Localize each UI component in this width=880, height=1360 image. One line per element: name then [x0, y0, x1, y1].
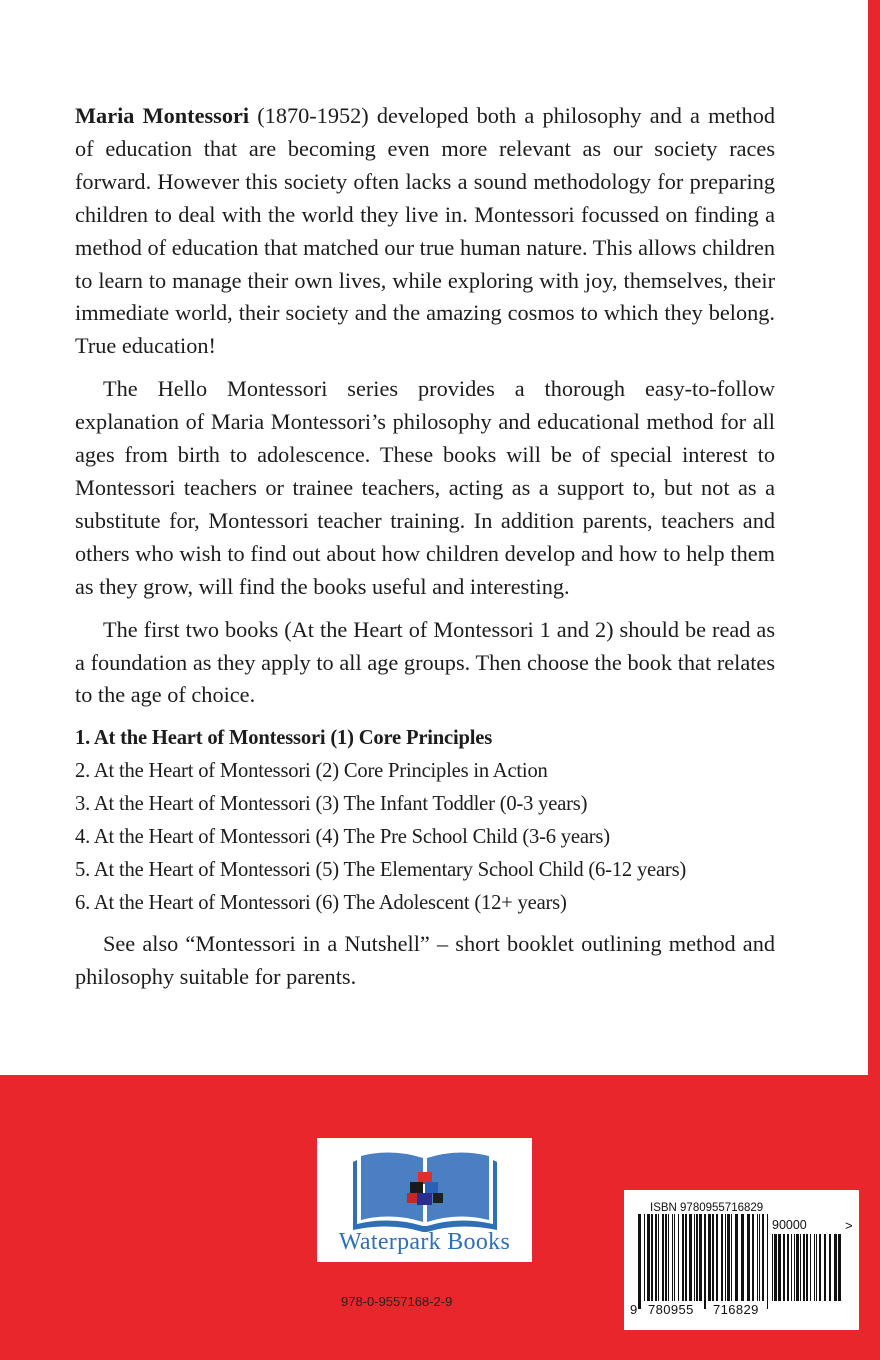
ean-barcode-bars	[638, 1214, 770, 1309]
publisher-logo	[317, 1138, 532, 1262]
list-item: 4. At the Heart of Montessori (4) The Pre School Child (3-6 years)	[75, 826, 610, 849]
barcode-lead-digit: 9	[630, 1302, 638, 1317]
list-item: 6. At the Heart of Montessori (6) The Adolescent (12+ years)	[75, 892, 567, 915]
book-list	[75, 722, 775, 920]
red-edge-strip	[868, 0, 880, 1075]
reading-order-paragraph: The first two books (At the Heart of Montessori 1 and 2) should be read as a foundation as they apply to all age groups. Then choose the book that relates to the age of choice.	[75, 616, 775, 708]
see-also-paragraph: See also “Montessori in a Nutshell” – short booklet outlining method and philosophy suitable for parents.	[75, 931, 775, 990]
barcode-group-1: 780955	[648, 1302, 694, 1317]
price-arrow: >	[845, 1218, 853, 1233]
barcode	[624, 1190, 859, 1330]
description-text	[75, 100, 775, 1004]
intro-text: (1870-1952) developed both a philosophy and a method of education that are becoming even more relevant as our society races forward. However this society often lacks a sound methodology for preparing children to deal with the world they live in. Montessori focussed on finding a method of education that matched our true human nature. This allows children to learn to manage their own lives, while exploring with joy, themselves, their immediate world, their society and the amazing cosmos to which they belong. True education!	[75, 103, 775, 359]
addon-barcode-bars	[772, 1234, 842, 1309]
intro-paragraph	[75, 100, 775, 363]
list-item: 3. At the Heart of Montessori (3) The Infant Toddler (0-3 years)	[75, 793, 588, 816]
list-item: 5. At the Heart of Montessori (5) The Elementary School Child (6-12 years)	[75, 859, 687, 882]
series-paragraph: The Hello Montessori series provides a thorough easy-to-follow explanation of Maria Montessori’s philosophy and educational method for all ages from birth to adolescence. These books will be of special interest to Montessori teachers or trainee teachers, acting as a support to, but not as a substitute for, Montessori teacher training. In addition parents, teachers and others who wish to find out about how children develop and how to help them as they grow, will find the books useful and interesting.	[75, 376, 775, 599]
author-name: Maria Montessori	[75, 103, 250, 128]
price-code: 90000	[772, 1218, 807, 1232]
list-item: 1. At the Heart of Montessori (1) Core Principles	[75, 727, 493, 750]
list-item: 2. At the Heart of Montessori (2) Core Principles in Action	[75, 760, 548, 783]
publisher-name: Waterpark Books	[338, 1229, 511, 1255]
barcode-group-2: 716829	[713, 1302, 759, 1317]
barcode-isbn-label: ISBN 9780955716829	[650, 1202, 764, 1214]
isbn-number: 978-0-9557168-2-9	[341, 1294, 453, 1309]
